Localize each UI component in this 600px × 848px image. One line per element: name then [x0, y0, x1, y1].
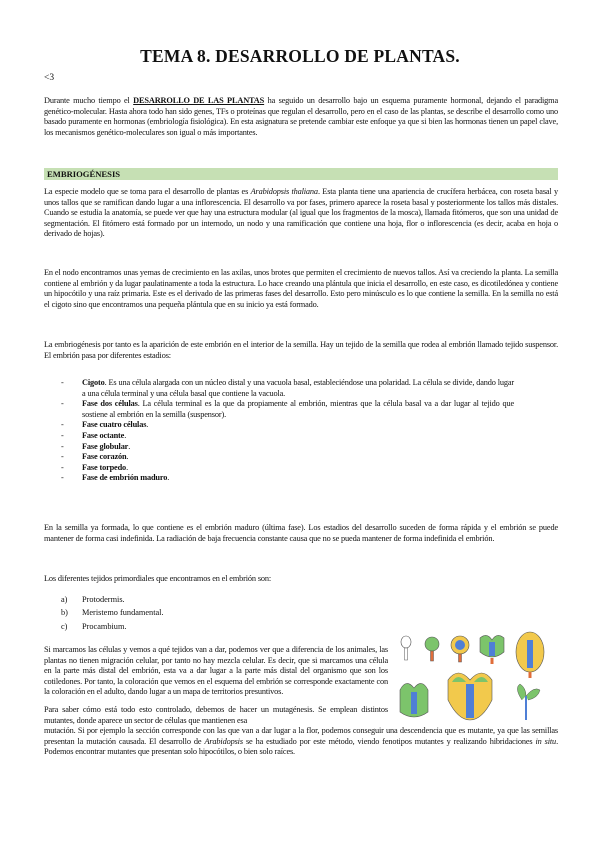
stage-description: .: [126, 462, 128, 472]
dash-bullet: -: [61, 441, 64, 451]
dash-bullet: -: [61, 462, 64, 472]
paragraph-tissues-intro: Los diferentes tejidos primordiales que encontramos en el embrión son:: [44, 574, 272, 583]
list-marker: b): [61, 608, 68, 618]
tissue-item: [44, 606, 164, 619]
stage-name: Fase octante: [82, 430, 125, 440]
stage-item: [44, 399, 514, 420]
stage-name: Fase cuatro células: [82, 420, 147, 430]
heart-emoticon: <3: [44, 73, 55, 83]
stage-name: Fase dos células: [82, 399, 138, 409]
stage-description: .: [126, 452, 129, 462]
stage-item: [44, 420, 514, 431]
dash-bullet: -: [61, 399, 64, 409]
tissue-label: Meristemo fundamental.: [82, 608, 164, 618]
stages-list: [44, 378, 514, 484]
tissue-item: [44, 620, 164, 633]
intro-text-start: Durante mucho tiempo el: [44, 96, 134, 105]
tissue-label: Protodermis.: [82, 595, 125, 604]
dash-bullet: -: [61, 452, 64, 462]
stage-description: .: [124, 430, 127, 440]
dash-bullet: -: [61, 430, 64, 440]
list-marker: c): [61, 621, 68, 631]
dash-bullet: -: [61, 473, 64, 483]
paragraph-model-species: [44, 187, 558, 240]
paragraph-node: En el nodo encontramos unas yemas de crecimiento en las axilas, unos brotes que permiten el crecimiento de nuevos tallos. Así va creciendo la planta. La semilla contiene al embrión y da lugar paulatinamente a toda la estructura. Lo hace creando una plántula que inicia el desarrollo, en este caso, es dicotiledónea y contiene un hipocótilo y una raíz primaria. Este es el derivado de las primeras fases del desarrollo. Esto pero minúsculo es lo que contiene la semilla. En la semilla no está el cigoto sino que encontramos una pequeña plántula que en su inicio ya está formado.: [44, 268, 558, 309]
embryo-stage-1: [401, 636, 411, 660]
stage-item: [44, 431, 514, 442]
dash-bullet: -: [61, 420, 64, 430]
stage-item: [44, 473, 514, 484]
in-situ-term: in situ: [535, 736, 557, 746]
stage-name: Fase corazón: [82, 452, 127, 462]
stage-name: Fase globular: [82, 441, 129, 451]
paragraph-cell-marking: Si marcamos las células y vemos a qué tejidos van a dar, podemos ver que a diferencia de los animales, las plantas no tienen migración celular, por tanto no hay mezcla celular. Es decir, que si marcamos una célula en la parte más distal del embrión, esta va a dar lugar a la parte más distal del organismo que son los cotiledones. Por tanto, la coloración que vemos en el esquema del embrión se corresponde exactamente con la coloración en el adulto, dando lugar a un mapa de territorios presuntivos.: [44, 645, 388, 697]
embryo-fate-map-figure: [392, 630, 560, 725]
embryo-stage-4: [480, 635, 504, 664]
stage-description: .: [146, 420, 149, 430]
seedling-outline: [517, 684, 540, 720]
list-marker: a): [61, 595, 68, 604]
intro-highlight: DESARROLLO DE LAS PLANTAS: [133, 96, 265, 105]
embryo-stage-2: [425, 637, 439, 661]
stage-item: [44, 442, 514, 453]
stage-name: Cigoto: [82, 378, 105, 387]
stage-description: .: [167, 473, 170, 483]
intro-text-end: ha seguido un desarrollo bajo un esquema puramente hormonal, dejando el paradigma genético-molecular. Hasta ahora todo han sido genes, TFs o proteínas que regulan el desarrollo, pero en el caso de las plantas, se describe el desarrollo como uno basado puramente en hormonas (embriología fisiológica). En esta asignatura se pretende cambiar este enfoque ya que si bien las hormonas tienen un papel clave, los mecanismos genético-moleculares son igual o más importantes.: [44, 96, 558, 137]
stage-item: [44, 378, 514, 399]
stage-item: [44, 463, 514, 474]
stage-name: Fase torpedo: [82, 462, 127, 472]
tissue-item: [44, 593, 164, 606]
p7-text-start: mutación. Si por ejemplo la sección corresponde con las que van a dar lugar a la flor, podemos conseguir una descendencia que es mutante, ya que las semillas presentan la mutación causada. El desarrollo de: [44, 726, 558, 746]
p7-text-end: . Podemos encontrar mutantes que presentan solo hipocótilos, o bien solo raíces.: [44, 736, 558, 757]
tissue-label: Procambium.: [82, 621, 127, 631]
species-name: Arabidopsis thaliana: [250, 187, 318, 196]
embryo-stage-3: [451, 636, 469, 662]
intro-paragraph: [44, 96, 558, 138]
embryo-stage-5: [516, 632, 544, 678]
paragraph-mature-embryo: En la semilla ya formada, lo que contiene es el embrión maduro (última fase). Los estadios del desarrollo suceden de forma rápida y el embrión se puede mantener de forma casi indefinida. La radiación de baja frecuencia constante causa que no se pueda mantener de forma indefinida el embrión.: [44, 523, 558, 543]
species-name-2: Arabidopsis: [204, 736, 243, 746]
stage-description: . Es una célula alargada con un núcleo distal y una vacuola basal, estableciéndose una polaridad. La célula se divide, dando lugar a una célula terminal y una célula basal que contiene la vacuola.: [82, 378, 514, 398]
dash-bullet: -: [61, 378, 64, 387]
p1-text-end: . Esta planta tiene una apariencia de crucífera herbácea, con roseta basal y unos tallos que se ramifican dando lugar a una inflorescencia. El desarrollo va por fases, primero aparece la roseta basal y posteriormente los tallos más distales. Cuando se estudia la anatomía, se puede ver que hay una estructura modular (al igual que los fragmentos de la mosca), llamada fitómeros, que son una unidad de segmentación. El fitómero está formado por un internodo, un nodo y una ramificación que contiene una hoja, flor o inflorescencia (es decir, acaba en hoja o derivado de hojas).: [44, 187, 559, 239]
embryo-stage-6: [400, 683, 428, 717]
p1-text-start: La especie modelo que se toma para el desarrollo de plantas es: [44, 187, 251, 196]
stage-name: Fase de embrión maduro: [82, 473, 168, 483]
paragraph-embryogenesis: La embriogénesis por tanto es la aparición de este embrión en el interior de la semilla. Hay un tejido de la semilla que rodea al embrión llamado tejido suspensor. El embrión pasa por diferentes estadios:: [44, 340, 558, 360]
stage-item: [44, 452, 514, 463]
tissues-list: [44, 593, 164, 633]
paragraph-mutagenesis-end: [44, 726, 558, 758]
stage-description: . La célula terminal es la que da propiamente al embrión, mientras que la célula basal va a dar lugar al tejido que sostiene al embrión en la semilla (suspensor).: [82, 399, 514, 419]
stage-description: .: [128, 441, 131, 451]
paragraph-mutagenesis-start: Para saber cómo está todo esto controlado, debemos de hacer un mutagénesis. Se emplean distintos mutantes, donde aparece un sector de células que mantienen esa: [44, 705, 388, 725]
section-header-embriogenesis: EMBRIOGÉNESIS: [44, 168, 558, 180]
p7-text-mid: se ha estudiado por este método, viendo fenotipos mutantes y realizando hibridaciones: [242, 736, 536, 746]
embryo-stage-7: [448, 673, 492, 720]
page-title: TEMA 8. DESARROLLO DE PLANTAS.: [140, 46, 460, 66]
